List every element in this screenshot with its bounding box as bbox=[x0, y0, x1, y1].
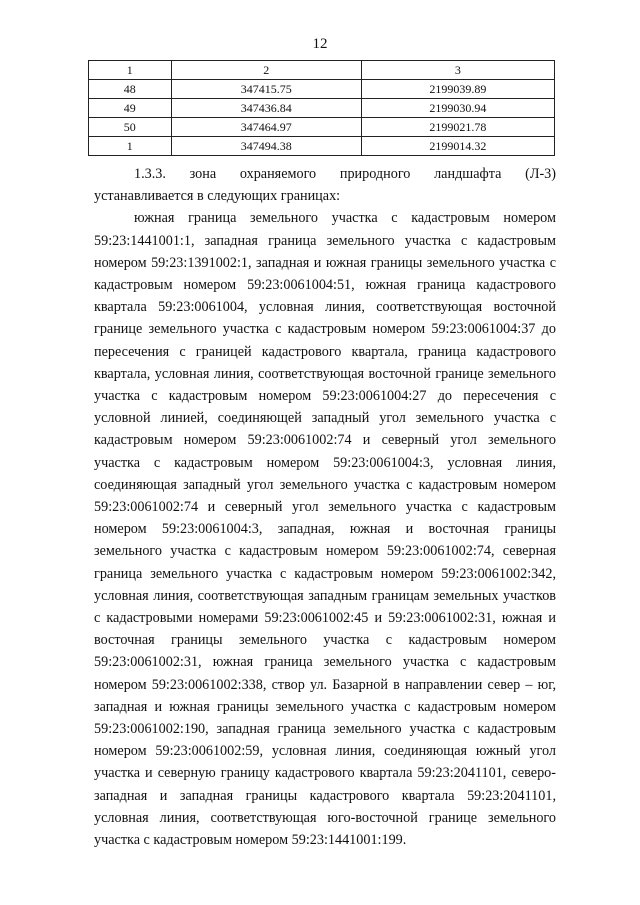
section-heading: 1.3.3. зона охраняемого природного ландшафта (Л-3) устанавливается в следующих границах: bbox=[94, 166, 556, 205]
section-body: южная граница земельного участка с кадастровым номером 59:23:1441001:1, западная граница земельного участка с кадастровым номером 59:23:1391002:1, западная и южная границы земельного участка с кадастровым номером 59:23:0061004:51, южная граница кадастрового квартала 59:23:0061004, условная линия, соответствующая восточной границе земельного участка с кадастровым номером 59:23:0061004:37 до пересечения с границей кадастрового квартала, граница кадастрового квартала, условная линия, соответствующая восточной границе земельного участка с кадастровым номером 59:23:0061004:27 до пересечения с условной линией, соединяющей западный угол земельного участка с кадастровым номером 59:23:0061002:74 и северный угол земельного участка с кадастровым номером 59:23:0061004:3, условная линия, соединяющая западный угол земельного участка с кадастровым номером 59:23:0061002:74 и северный угол земельного участка с кадастровым номером 59:23:0061004:3, западная, южная и восточная границы земельного участка с кадастровым номером 59:23:0061002:74, северная граница земельного участка с кадастровым номером 59:23:0061002:342, условная линия, соответствующая западным границам земельных участков с кадастровыми номерами 59:23:0061002:45 и 59:23:0061002:31, южная и восточная границы земельного участка с кадастровым номером 59:23:0061002:31, южная граница земельного участка с кадастровым номером 59:23:0061002:338, створ ул. Базарной в направлении север – юг, западная и южная границы земельного участка с кадастровым номером 59:23:0061002:190, западная граница земельного участка с кадастровым номером 59:23:0061002:59, условная линия, соединяющая южный угол участка и северную границу кадастрового квартала 59:23:2041101, северо-западная и западная границы кадастрового квартала 59:23:2041101, условная линия, соответствующая юго-восточной границе земельного участка с кадастровым номером 59:23:1441001:199. bbox=[94, 210, 556, 849]
column-header-2: 2 bbox=[171, 61, 361, 80]
table-row bbox=[89, 118, 555, 137]
x-coordinate-cell: 347494.38 bbox=[171, 137, 361, 156]
x-coordinate-cell: 347436.84 bbox=[171, 99, 361, 118]
point-number-cell: 1 bbox=[89, 137, 172, 156]
table-row bbox=[89, 99, 555, 118]
y-coordinate-cell: 2199014.32 bbox=[361, 137, 554, 156]
y-coordinate-cell: 2199021.78 bbox=[361, 118, 554, 137]
point-number-cell: 48 bbox=[89, 80, 172, 99]
table-row bbox=[89, 137, 555, 156]
coordinates-table bbox=[88, 60, 555, 156]
point-number-cell: 49 bbox=[89, 99, 172, 118]
x-coordinate-cell: 347415.75 bbox=[171, 80, 361, 99]
column-header-3: 3 bbox=[361, 61, 554, 80]
table-header-row bbox=[89, 61, 555, 80]
section-text bbox=[94, 163, 556, 851]
point-number-cell: 50 bbox=[89, 118, 172, 137]
y-coordinate-cell: 2199039.89 bbox=[361, 80, 554, 99]
y-coordinate-cell: 2199030.94 bbox=[361, 99, 554, 118]
column-header-1: 1 bbox=[89, 61, 172, 80]
x-coordinate-cell: 347464.97 bbox=[171, 118, 361, 137]
page-number: 12 bbox=[312, 36, 328, 52]
table-row bbox=[89, 80, 555, 99]
